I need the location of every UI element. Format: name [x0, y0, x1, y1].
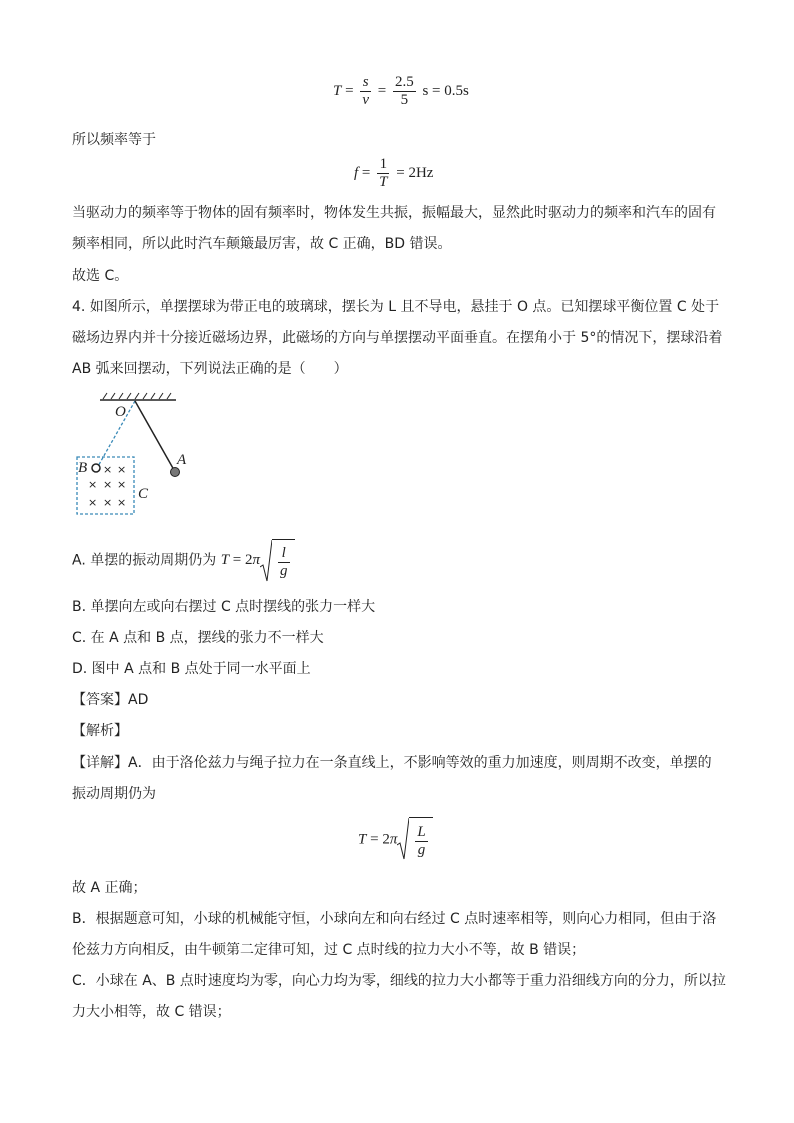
svg-text:×: ×: [117, 496, 127, 509]
svg-text:×: ×: [88, 496, 98, 509]
paragraph-resonance-1: 当驱动力的频率等于物体的固有频率时，物体发生共振，振幅最大，显然此时驱动力的频率和汽车的固有: [72, 205, 716, 221]
question-4-line-3: AB 弧来回摆动，下列说法正确的是（ ）: [72, 361, 348, 377]
ball-b: [92, 464, 100, 472]
eq1-fraction-sv: $\frac{s}{v}$: [362, 74, 369, 108]
svg-text:×: ×: [117, 463, 127, 476]
option-c: C. 在 A 点和 B 点，摆线的张力不一样大: [72, 630, 324, 646]
detail-a-conclusion: 故 A 正确；: [72, 880, 147, 896]
label-c: C: [138, 486, 149, 502]
label-b: B: [78, 460, 88, 476]
svg-text:×: ×: [103, 463, 113, 476]
detail-b-line-1: B．根据题意可知，小球的机械能守恒，小球向左和向右经过 C 点时速率相等，则向心力相同，但由于洛: [72, 911, 717, 927]
detail-c-line-1: C．小球在 A、B 点时速度均为零，向心力均为零，细线的拉力大小都等于重力沿细线方向的分力，所以拉: [72, 973, 726, 989]
svg-text:×: ×: [88, 478, 98, 491]
svg-text:×: ×: [117, 478, 127, 491]
detail-b-line-2: 伦兹力方向相反，由牛顿第二定律可知，过 C 点时线的拉力大小不等，故 B 错误；: [72, 942, 586, 958]
label-o: O: [115, 404, 126, 420]
option-a: A. 单摆的振动周期仍为 T = 2π $\frac{l}{g}$: [72, 539, 295, 583]
option-a-formula: T = 2π $\frac{l}{g}$: [221, 552, 295, 568]
eq2-fraction: $\frac{1}{T}$: [379, 156, 388, 190]
answer: 【答案】AD: [72, 692, 149, 708]
equation-period-l: T = 2π $\frac{L}{g}$: [358, 817, 433, 863]
paragraph-resonance-2: 频率相同，所以此时汽车颠簸最厉害，故 C 正确，BD 错误。: [72, 236, 452, 252]
svg-text:×: ×: [103, 478, 113, 491]
detail-c-line-2: 力大小相等，故 C 错误；: [72, 1004, 231, 1020]
pendulum-figure: [70, 388, 200, 523]
ball-a: [171, 468, 180, 477]
analysis-heading: 【解析】: [72, 723, 128, 739]
paragraph-frequency-intro: 所以频率等于: [72, 132, 156, 148]
eq1-lhs: T: [333, 82, 342, 99]
equation-frequency: f = $\frac{1}{T}$ = 2Hz: [354, 156, 434, 190]
eq1-tail: s = 0.5s: [422, 82, 469, 99]
label-a: A: [177, 452, 187, 468]
question-4-line-2: 磁场边界内并十分接近磁场边界，此磁场的方向与单摆摆动平面垂直。在摆角小于 5°的情况下，摆球沿着: [72, 330, 723, 346]
equation-period: T = $\frac{s}{v}$ = $\frac{2.5}{5}$ s = 0.5s: [333, 74, 469, 108]
option-b: B. 单摆向左或向右摆过 C 点时摆线的张力一样大: [72, 599, 376, 615]
detail-a-line-2: 振动周期仍为: [72, 786, 156, 802]
question-4-line-1: 4. 如图所示，单摆摆球为带正电的玻璃球，摆长为 L 且不导电，悬挂于 O 点。已知摆球平衡位置 C 处于: [72, 299, 720, 315]
sqrt-symbol: $\frac{l}{g}$: [260, 539, 295, 583]
svg-text:×: ×: [103, 496, 113, 509]
eq1-equals: =: [345, 82, 354, 99]
eq1-fraction-values: $\frac{2.5}{5}$: [394, 74, 414, 108]
pendulum-string: [135, 401, 174, 470]
detail-a-line-1: 【详解】A．由于洛伦兹力与绳子拉力在一条直线上，不影响等效的重力加速度，则周期不改变，单摆的: [72, 755, 712, 771]
option-d: D. 图中 A 点和 B 点处于同一水平面上: [72, 661, 311, 677]
choice-conclusion: 故选 C。: [72, 268, 129, 284]
